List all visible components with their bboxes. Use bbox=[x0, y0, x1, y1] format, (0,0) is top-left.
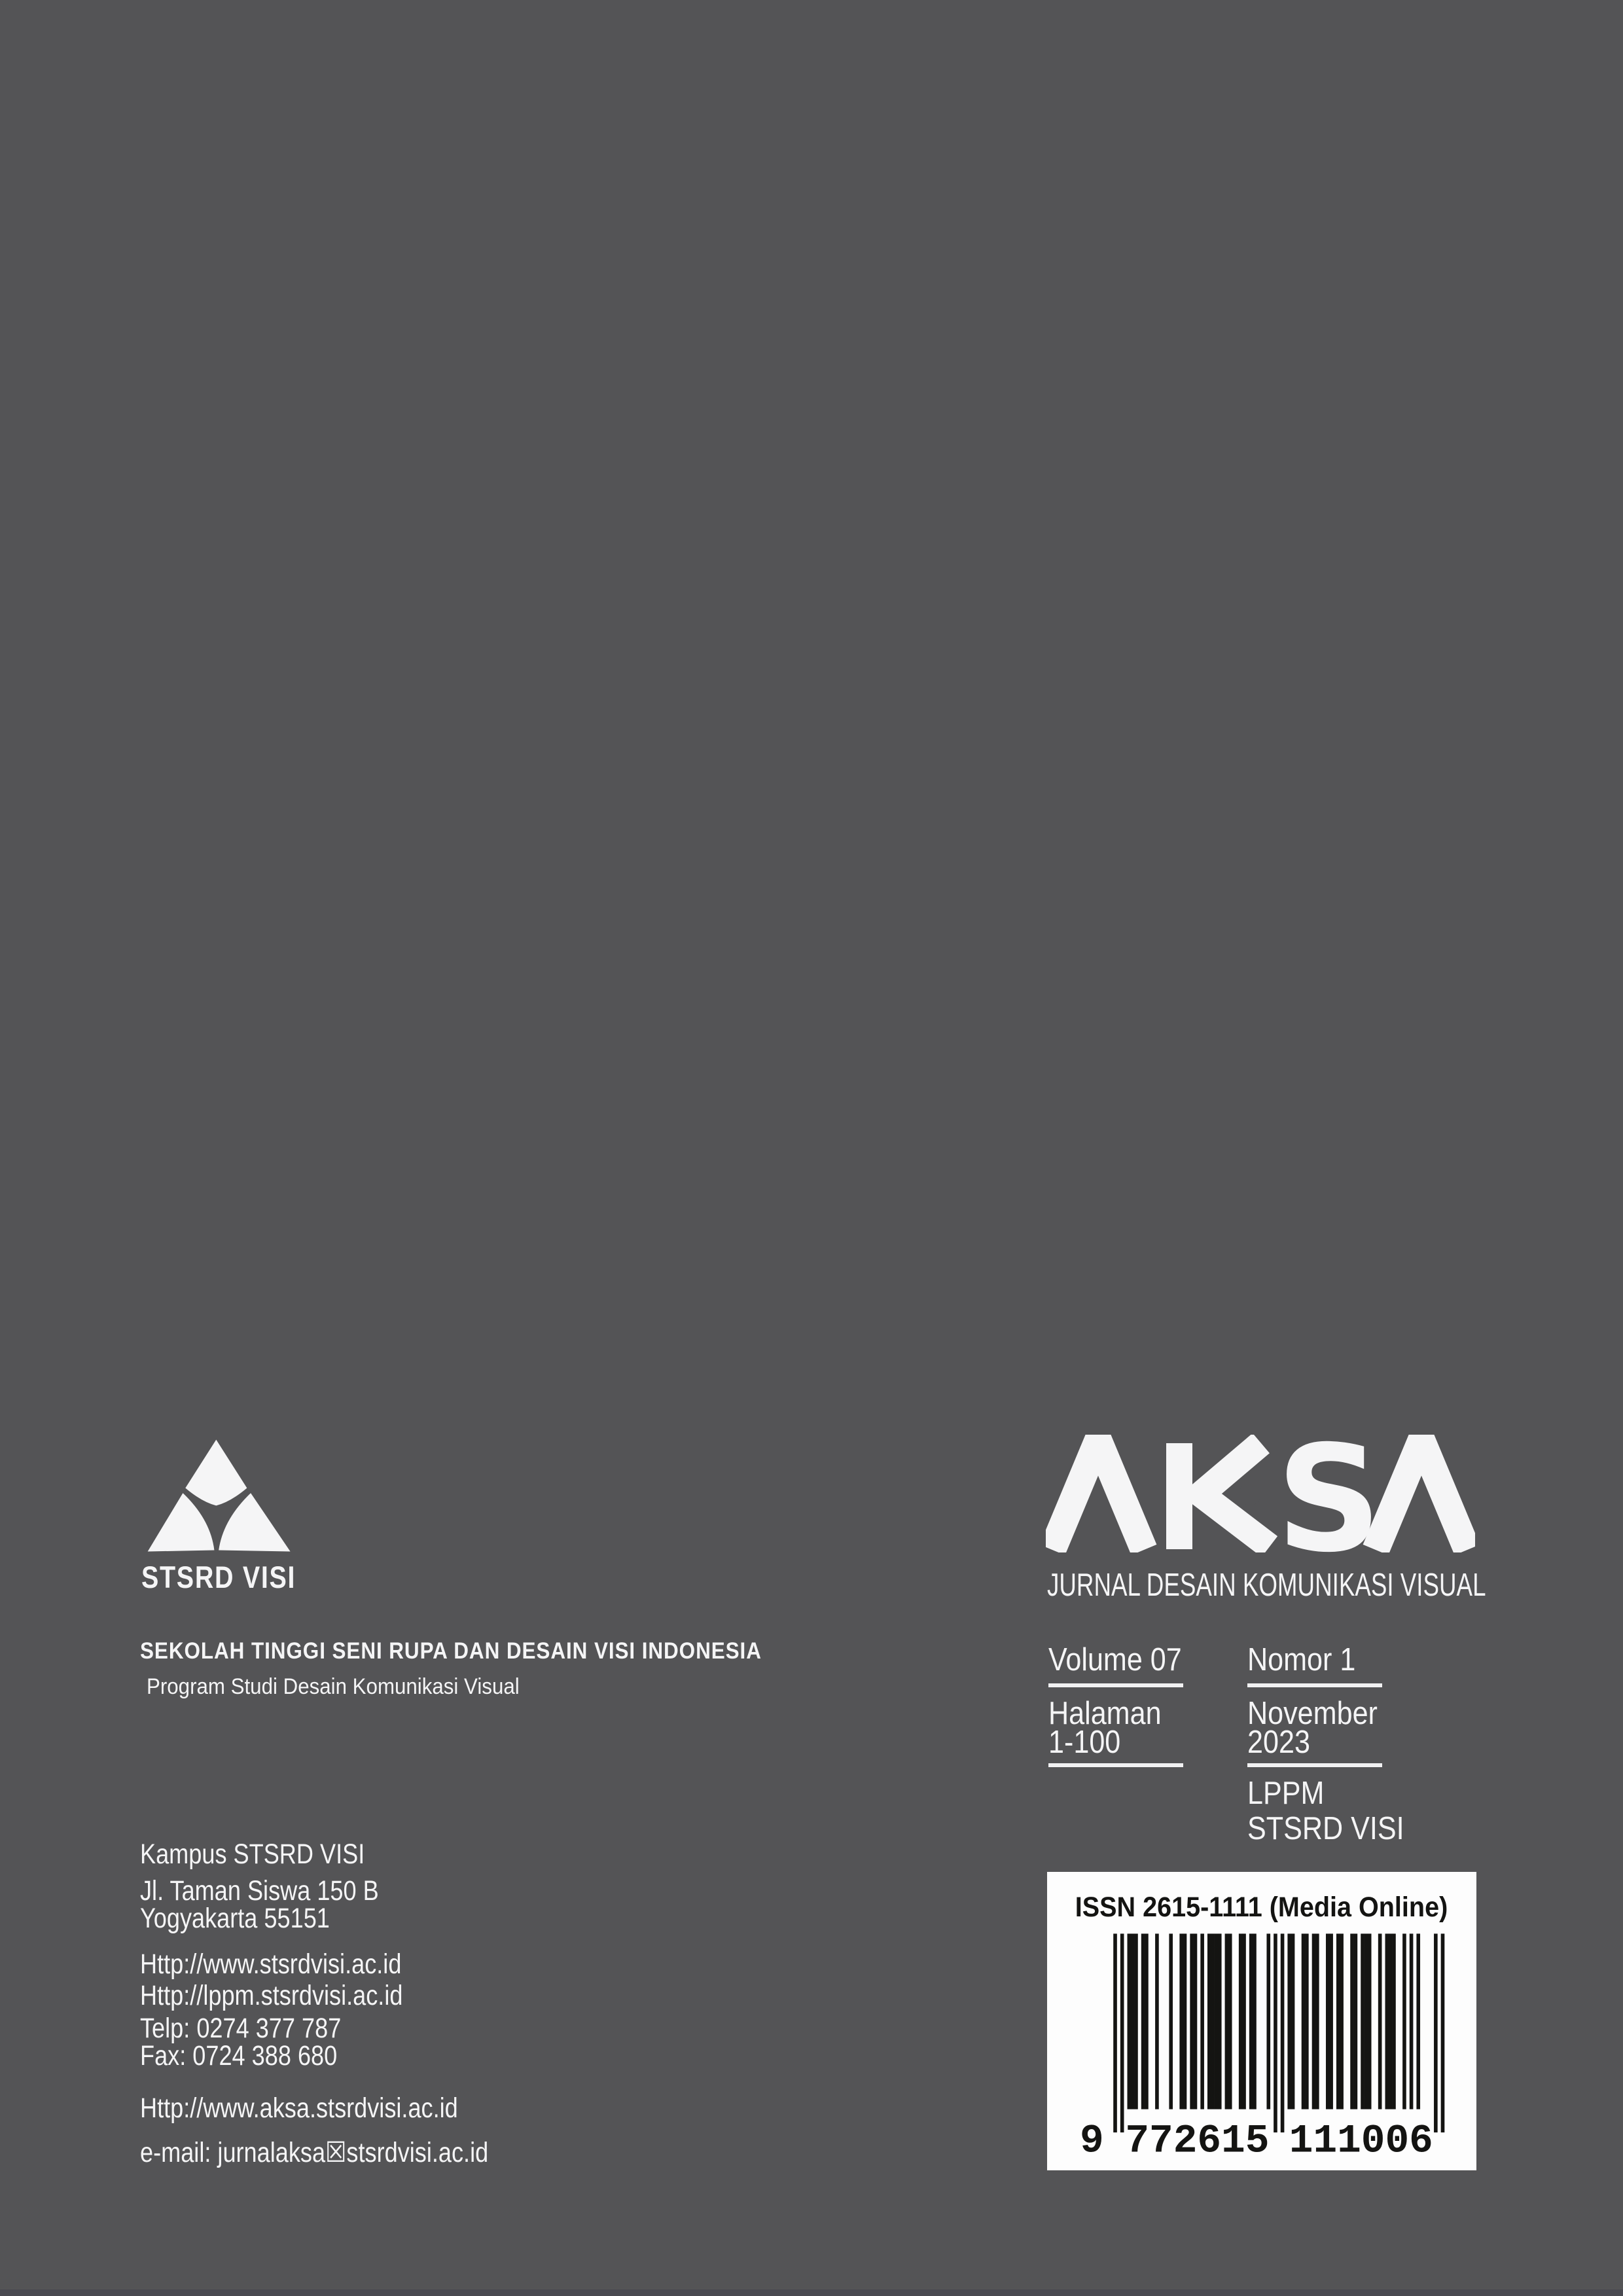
barcode-digit-group-2: 111006 bbox=[1289, 2119, 1433, 2159]
issue-pages-label: Halaman bbox=[1048, 1696, 1162, 1731]
aksa-letter-a1 bbox=[1052, 1440, 1144, 1550]
journal-subtitle: JURNAL DESAIN KOMUNIKASI VISUAL bbox=[1047, 1568, 1486, 1603]
stsrd-visi-logo-label: STSRD VISI bbox=[141, 1560, 296, 1594]
logo-top-triangle bbox=[185, 1440, 247, 1506]
ean13-barcode bbox=[1077, 1932, 1445, 2159]
divider-month bbox=[1247, 1763, 1382, 1767]
aksa-k-notch bbox=[1239, 1483, 1261, 1505]
barcode-lead-digit: 9 bbox=[1079, 2119, 1104, 2159]
journal-email: e-mail: jurnalaksa☒stsrdvisi.ac.id bbox=[140, 2137, 489, 2168]
fax-number: Fax: 0724 388 680 bbox=[140, 2040, 338, 2072]
bottom-edge-strip bbox=[0, 2289, 1623, 2296]
institution-name: SEKOLAH TINGGI SENI RUPA DAN DESAIN VISI INDONESIA bbox=[140, 1638, 762, 1664]
phone-number: Telp: 0274 377 787 bbox=[140, 2013, 342, 2044]
barcode-bars bbox=[1113, 1933, 1444, 2132]
publisher-line-1: LPPM bbox=[1247, 1776, 1325, 1811]
website-lppm-url: Http://lppm.stsrdvisi.ac.id bbox=[140, 1980, 403, 2011]
divider-pages bbox=[1048, 1763, 1183, 1767]
aksa-letter-a2 bbox=[1376, 1440, 1467, 1550]
program-study: Program Studi Desain Komunikasi Visual bbox=[147, 1674, 520, 1699]
campus-name: Kampus STSRD VISI bbox=[140, 1839, 365, 1870]
issue-number: Nomor 1 bbox=[1247, 1642, 1356, 1677]
stsrd-visi-logo-icon bbox=[143, 1436, 300, 1556]
journal-site-url: Http://www.aksa.stsrdvisi.ac.id bbox=[140, 2092, 458, 2124]
website-main-url: Http://www.stsrdvisi.ac.id bbox=[140, 1948, 402, 1980]
issn-label: ISSN 2615-1111 (Media Online) bbox=[1075, 1892, 1448, 1923]
address-line-1: Jl. Taman Siswa 150 B bbox=[140, 1875, 379, 1907]
aksa-letter-s: S bbox=[1276, 1435, 1382, 1552]
publisher-line-2: STSRD VISI bbox=[1247, 1811, 1404, 1846]
issn-barcode-panel bbox=[1047, 1872, 1476, 2170]
divider-volume bbox=[1048, 1683, 1183, 1687]
issue-pages-range: 1-100 bbox=[1048, 1725, 1121, 1760]
issue-volume: Volume 07 bbox=[1048, 1642, 1182, 1677]
barcode-digit-group-1: 772615 bbox=[1125, 2119, 1270, 2159]
issue-month: November bbox=[1247, 1696, 1378, 1731]
issue-year: 2023 bbox=[1247, 1725, 1310, 1760]
address-line-2: Yogyakarta 55151 bbox=[140, 1903, 330, 1934]
divider-number bbox=[1247, 1683, 1382, 1687]
aksa-logo-icon bbox=[1046, 1435, 1475, 1552]
logo-left-petal bbox=[148, 1493, 215, 1551]
logo-right-petal bbox=[219, 1493, 290, 1551]
